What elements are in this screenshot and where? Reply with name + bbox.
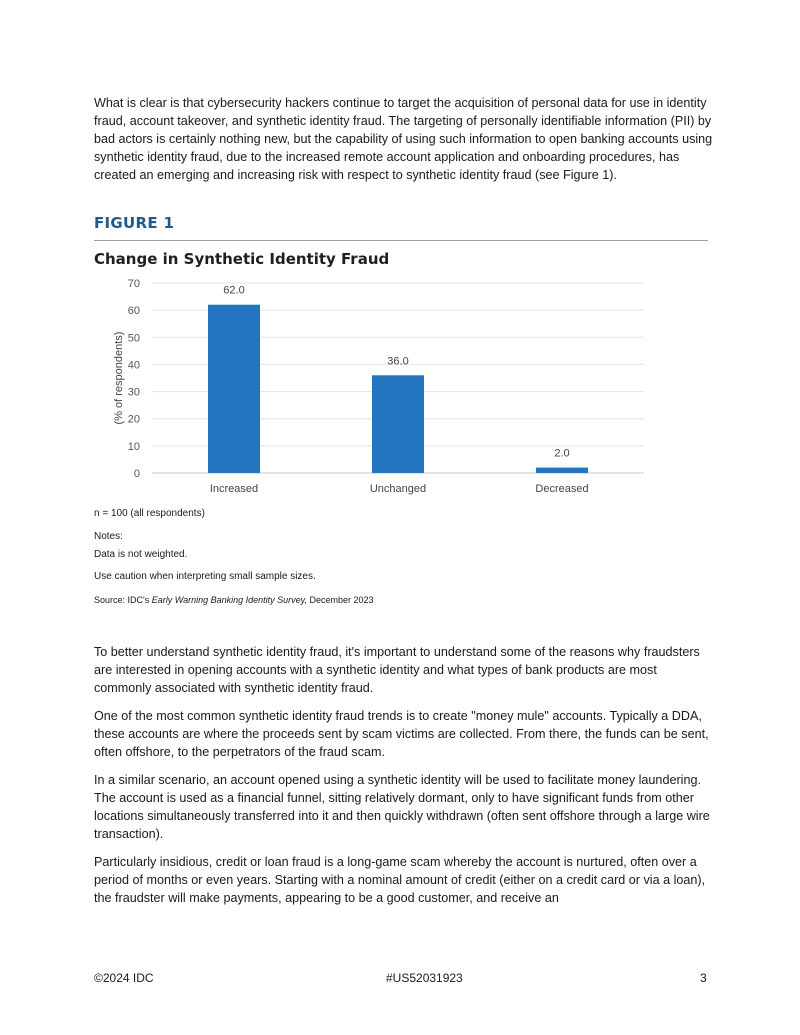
y-tick-label: 50 — [127, 332, 140, 345]
y-tick-label: 40 — [127, 359, 140, 372]
sample-size-note: n = 100 (all respondents) — [94, 508, 205, 519]
y-tick-label: 10 — [127, 440, 140, 453]
x-tick-label: Decreased — [535, 483, 589, 495]
y-tick-label: 0 — [133, 468, 140, 480]
body-paragraph: Particularly insidious, credit or loan fraud is a long-game scam whereby the account is nurtured, often over a period of months or even years. Starting with a nominal amount of credit (either on a credit card or via a loan), the fraudster will make payments, appearing to be a good customer, and receive an — [94, 855, 706, 905]
body-paragraph: One of the most common synthetic identity fraud trends is to create "money mule" accounts. Typically a DDA, these accounts are where the proceeds sent by scam victims are collected. From there, the funds can be sent, often offshore, to the perpetrators of the fraud scam. — [94, 709, 709, 759]
y-tick-label: 20 — [127, 413, 140, 426]
y-axis-label: (% of respondents) — [113, 331, 125, 425]
footer-page-number: 3 — [700, 971, 707, 985]
footer-copyright: ©2024 IDC — [94, 971, 154, 985]
source-title: Early Warning Banking Identity Survey, — [151, 595, 307, 605]
note-weighting: Data is not weighted. — [94, 549, 188, 560]
intro-paragraph: What is clear is that cybersecurity hackers continue to target the acquisition of personal data for use in identity fraud, account takeover, and synthetic identity fraud. The targeting of personally identifiable information (PII) by bad actors is certainly nothing new, but the capability of using such information to open banking accounts using synthetic identity fraud, due to the increased remote account application and onboarding procedures, has created an emerging and increasing risk with respect to synthetic identity fraud (see Figure 1). — [94, 96, 713, 182]
y-tick-label: 30 — [127, 386, 140, 399]
data-label: 2.0 — [554, 447, 570, 460]
bar — [208, 305, 260, 473]
x-tick-label: Unchanged — [369, 483, 427, 495]
note-caution: Use caution when interpreting small sample sizes. — [94, 571, 316, 582]
y-tick-label: 70 — [127, 278, 140, 290]
bar-chart — [0, 0, 800, 510]
data-label: 36.0 — [387, 355, 409, 368]
footer-doc-id: #US52031923 — [386, 971, 463, 985]
y-tick-label: 60 — [127, 305, 140, 318]
chart-title: Change in Synthetic Identity Fraud — [94, 250, 390, 268]
bar — [536, 468, 588, 473]
notes-header: Notes: — [94, 531, 123, 542]
source-suffix: December 2023 — [307, 595, 374, 605]
body-paragraph: To better understand synthetic identity fraud, it's important to understand some of the reasons why fraudsters are interested in opening accounts with a synthetic identity and what types of bank products are most commonly associated with synthetic identity fraud. — [94, 645, 700, 695]
body-paragraph: In a similar scenario, an account opened using a synthetic identity will be used to facilitate money laundering. The account is used as a financial funnel, sitting relatively dormant, only to have significant funds from other locations simultaneously transferred into it and then quickly withdrawn (often sent offshore through a large wire transaction). — [94, 773, 710, 841]
source-note — [94, 594, 374, 606]
source-prefix: Source: IDC's — [94, 595, 152, 605]
data-label: 62.0 — [223, 284, 245, 297]
x-tick-label: Increased — [209, 483, 259, 495]
figure-label: FIGURE 1 — [94, 214, 175, 232]
bar — [372, 375, 424, 473]
